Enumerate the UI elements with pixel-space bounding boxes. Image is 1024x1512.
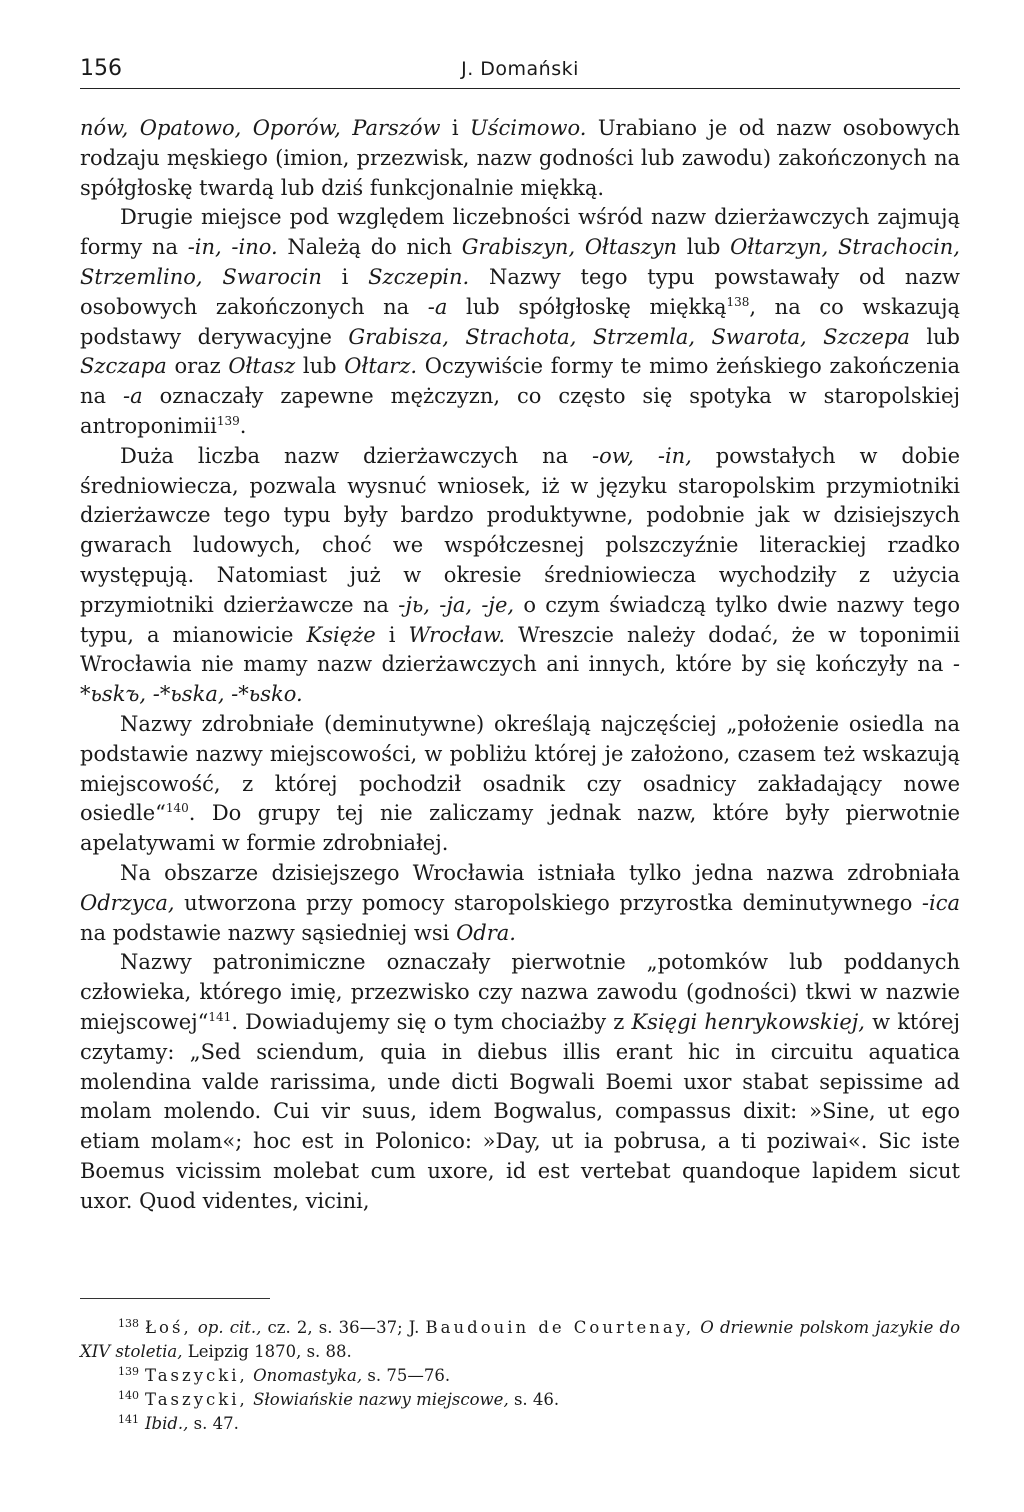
footnote-ref: 139 (216, 413, 240, 428)
italic-text: Odrzyca, (80, 890, 175, 915)
text-run: , na co wskazują podstawy derywacyjne (80, 294, 960, 349)
text-run: Drugie miejsce pod względem liczebności wśród nazw dzierżawczych zajmują formy na (80, 205, 960, 260)
text-run: Nazwy patronimiczne oznaczały pierwotnie „potomków lub poddanych człowieka, którego imię, przezwisko czy nazwa zawodu (godności) tkwi w nazwie miejscowej“ (80, 950, 960, 1034)
paragraph (80, 114, 960, 203)
italic-text: Księże (306, 622, 376, 647)
paragraph (80, 948, 960, 1216)
paragraph (80, 203, 960, 441)
italic-text: Słowiańskie nazwy miejscowe, (253, 1390, 509, 1409)
italic-text: op. cit., (197, 1318, 262, 1337)
italic-text: Grabiszyn, Ołtaszyn (461, 235, 678, 260)
italic-text: -ow, -in, (592, 443, 692, 468)
italic-text: Onomastyka, (253, 1366, 363, 1385)
paragraph (80, 710, 960, 859)
text-run: Leipzig 1870, s. 88. (182, 1342, 352, 1361)
text-run: Oczywiście formy te mimo żeńskiego zakończenia na (80, 354, 960, 409)
footnote-number: 138 (118, 1317, 139, 1330)
text-run: . Do grupy tej nie zaliczamy jednak nazw, które były pierwotnie apelatywami w formie zdrobniałej. (80, 801, 960, 856)
text-run: Wreszcie należy dodać, że w toponimii Wrocławia nie mamy nazw dzierżawczych ani innych, które by się kończyły na (80, 622, 960, 677)
italic-text: -a (427, 294, 448, 319)
text-run: . Dowiadujemy się o tym chociażby z (231, 1009, 632, 1034)
text-run: Nazwy zdrobniałe (deminutywne) określają najczęściej „położenie osiedla na podstawie nazwy miejscowości, w pobliżu której je założono, czasem też wskazują miejscowość, z której pochodził osadnik czy osadnicy zakładający nowe osiedle“ (80, 711, 960, 826)
text-run: i (375, 622, 409, 647)
text-run: lub (295, 354, 345, 379)
italic-text: Odra. (456, 920, 516, 945)
text-run: powstałych w dobie średniowiecza, pozwala wysnuć wniosek, iż w języku staropolskim przymiotniki dzierżawcze tego typu były bardzo produktywne, podobnie jak w dzisiejszych gwarach ludowych, choć we współczesnej polszczyźnie literackiej rzadko występują. Natomiast już w okresie średniowiecza wychodziły z użycia przymiotniki dzierżawcze na (80, 443, 960, 617)
text-run: i (440, 116, 471, 140)
italic-text: Ibid., (145, 1414, 189, 1433)
text-run: Duża liczba nazw dzierżawczych na (120, 443, 593, 468)
text-run: na podstawie nazwy sąsiedniej wsi (80, 920, 457, 945)
italic-text: -ica (921, 890, 960, 915)
italic-text: O driewnie polskom jazykie do XIV stoletia, (80, 1318, 960, 1361)
paragraph (80, 859, 960, 948)
header-rule (80, 88, 960, 89)
italic-text: Szczepin. (368, 264, 470, 289)
footnote (80, 1412, 960, 1436)
italic-text: Ołtarz. (344, 354, 418, 379)
italic-text: nów, Opatowo, Oporów, Parszów (80, 116, 441, 140)
italic-text: Szczapa (80, 354, 167, 379)
text-run: i (321, 264, 369, 289)
body-text (80, 114, 960, 1216)
author-name: Taszycki, (145, 1390, 248, 1409)
text-run: utworzona przy pomocy staropolskiego przyrostka deminutywnego (174, 890, 922, 915)
text-run: s. 75—76. (362, 1366, 451, 1385)
italic-text: Wrocław. (408, 622, 506, 647)
text-run: lub (677, 235, 731, 260)
footnote-ref: 140 (165, 801, 189, 816)
italic-text: -a (123, 384, 143, 409)
footnote-ref: 138 (726, 294, 750, 309)
text-run: oznaczały zapewne mężczyzn, co często się spotyka w staropolskiej antroponimii (80, 384, 960, 438)
author-name: Taszycki, (145, 1366, 248, 1385)
text-run: Na obszarze dzisiejszego Wrocławia istniała tylko jedna nazwa zdrobniała (120, 860, 960, 885)
text-run: s. 47. (188, 1414, 239, 1433)
text-run: Urabiano je od nazw osobowych rodzaju męskiego (imion, przezwisk, nazw godności lub zawodu) zakończonych na spółgłoskę twardą lub dziś funkcjonalnie miękką. (80, 116, 960, 200)
paragraph (80, 442, 960, 710)
italic-text: Księgi henrykowskiej, (631, 1009, 865, 1034)
italic-text: -*ьskъ, -*ьska, -*ьsko. (80, 652, 960, 707)
page-number: 156 (80, 56, 122, 81)
footnote-number: 141 (118, 1413, 139, 1426)
text-run: o czym świadczą tylko dwie nazwy tego typu, a mianowicie (80, 592, 960, 647)
footnote (80, 1316, 960, 1364)
footnote-number: 140 (118, 1389, 139, 1402)
author-name: Baudouin de Courtenay, (425, 1318, 695, 1337)
text-run: s. 46. (508, 1390, 560, 1409)
text-run: oraz (166, 354, 229, 379)
text-run: cz. 2, s. 36—37; J. (261, 1318, 426, 1337)
italic-text: Ołtasz (228, 354, 296, 379)
footnotes (80, 1316, 960, 1436)
italic-text: Uścimowo. (470, 116, 587, 140)
italic-text: Grabisza, Strachota, Strzemla, Swarota, Szczepa (348, 324, 910, 349)
author-name: Łoś, (145, 1318, 192, 1337)
footnote-rule (80, 1298, 270, 1299)
italic-text: -in, -ino. (187, 235, 278, 260)
text-run: . (239, 413, 247, 438)
text-run: Należą do nich (277, 235, 462, 260)
text-run: Nazwy tego typu powstawały od nazw osobowych zakończonych na (80, 264, 960, 319)
text-run: lub spółgłoskę miękką (447, 294, 727, 319)
footnote (80, 1388, 960, 1412)
footnote (80, 1364, 960, 1388)
footnote-number: 139 (118, 1365, 139, 1378)
footnote-ref: 141 (208, 1009, 232, 1024)
italic-text: -jь, -ja, -je, (398, 592, 515, 617)
italic-text: Ołtarzyn, Strachocin, Strzemlino, Swarocin (80, 235, 960, 289)
running-head: J. Domański (461, 58, 579, 80)
text-run: lub (909, 324, 961, 349)
page-header (80, 52, 960, 86)
text-run: w której czytamy: „Sed sciendum, quia in diebus illis erant hic in circuitu aquatica molendina valde rarissima, unde dicti Bogwali Boemi uxor stabat sepissime ad molam molendo. Cui vir suus, idem Bogwalus, compassus dixit: »Sine, ut ego etiam molam«; hoc est in Polonico: »Day, ut ia pobrusa, a ti poziwai«. Sic iste Boemus vicissim molebat cum uxore, id est vertebat quandoque lapidem sicut uxor. Quod videntes, vicini, (80, 1009, 960, 1213)
